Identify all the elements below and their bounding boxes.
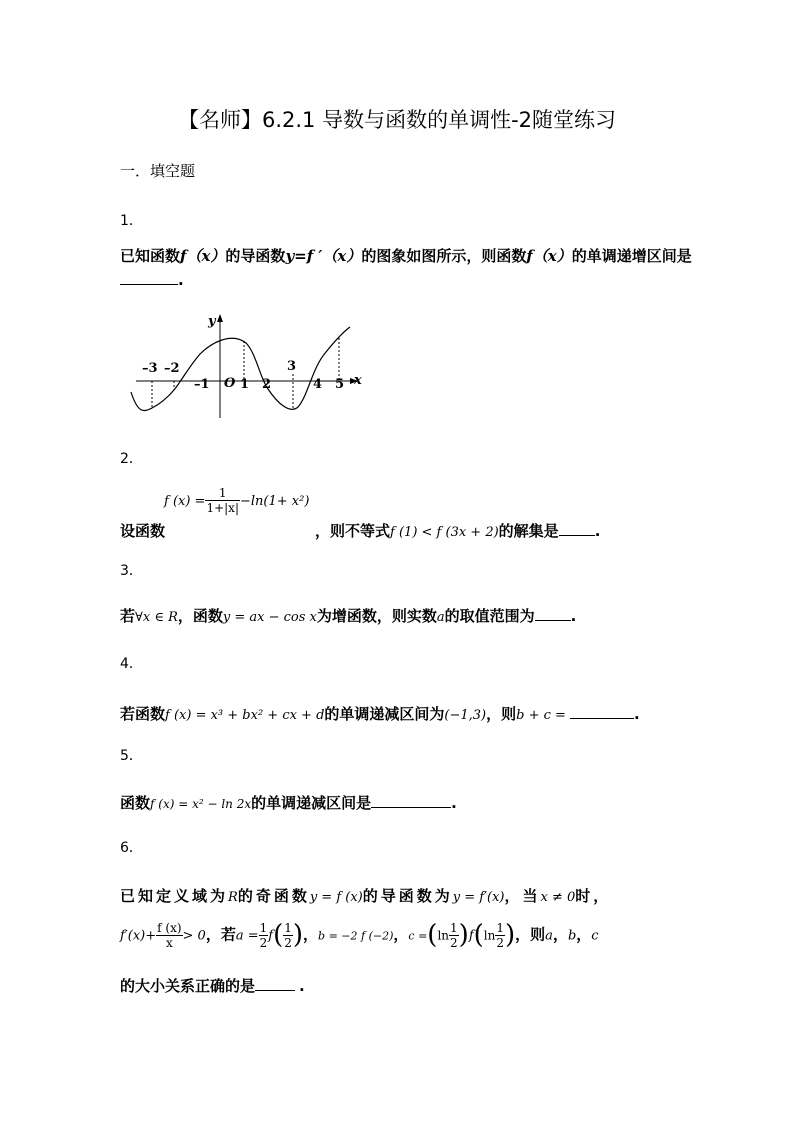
paren-right-icon: ) [505, 920, 516, 950]
x-axis-label: x [354, 373, 362, 388]
fraction-numerator: 1 [284, 920, 292, 935]
fraction-numerator: 1 [496, 920, 504, 935]
answer-blank[interactable] [535, 606, 571, 621]
q6-half-fraction [259, 921, 269, 950]
fraction-denominator: x [156, 935, 182, 950]
q6-line3 [120, 975, 305, 996]
q6-text-part: 时， [575, 887, 612, 905]
tick-label: –1 [194, 377, 210, 392]
q6-a-arg-fraction [283, 921, 293, 950]
q1-fpx: （x） [322, 247, 362, 265]
q2-inequality: f (1) < f (3x + 2) [390, 525, 499, 540]
q6-dot: . [299, 977, 305, 995]
q6-number: 6． [120, 840, 143, 856]
q4-function: f (x) = x³ + bx² + cx + d [165, 708, 325, 723]
tick-label: –2 [164, 361, 180, 376]
q1-eq: = [294, 247, 307, 265]
q6-text-part: ，则 [515, 925, 546, 944]
tick-label: 3 [287, 359, 297, 374]
q1-text-part: 的单调递增区间是 [571, 247, 692, 265]
q2-text-part: 的解集是 [498, 522, 559, 540]
q5-text [120, 792, 457, 813]
q3-text-part: ，函数 [177, 607, 223, 625]
q1-number: 1． [120, 213, 143, 229]
q6-condition: x ≠ 0 [540, 890, 576, 905]
q6-derivative: y = f′(x) [452, 890, 505, 905]
q1-fprime: f ′ [306, 247, 323, 265]
paren-left-icon: ( [473, 920, 484, 950]
origin-label: O [224, 376, 236, 391]
q4-text-part: 若函数 [120, 705, 166, 723]
q6-text-part: 的导函数为 [362, 887, 453, 905]
q1-answer [120, 270, 184, 289]
q6-ineq-fraction [156, 921, 182, 950]
paren-left-icon: ( [273, 920, 284, 950]
q4-number: 4． [120, 656, 143, 672]
q1-y: y [285, 247, 295, 265]
answer-blank[interactable] [120, 270, 178, 285]
answer-blank[interactable] [570, 704, 634, 719]
q1-dot: . [178, 271, 184, 289]
q6-c-lhs: c = [408, 929, 428, 943]
answer-blank[interactable] [255, 976, 295, 991]
q6-text-part: 已知定义域为 [120, 887, 229, 905]
q5-dot: . [451, 794, 457, 812]
q2-formula [120, 486, 309, 515]
q2-text [120, 520, 600, 541]
q2-fraction [205, 486, 240, 515]
tick-label: 1 [240, 377, 250, 392]
q5-number: 5． [120, 748, 143, 764]
q6-c-fraction [449, 921, 459, 950]
tick-label: –3 [142, 361, 158, 376]
q2-number: 2． [120, 451, 143, 467]
q3-text-part: 若 [120, 607, 136, 625]
fraction-numerator: 1 [259, 920, 268, 935]
tick-label: 4 [313, 377, 323, 392]
q3-forall: ∀x ∈ R [135, 610, 178, 625]
q6-b-def: b = −2 f (−2) [318, 929, 394, 943]
q4-text-part: 的单调递减区间为 [324, 705, 445, 723]
tick-label: 5 [335, 377, 345, 392]
fraction-denominator: 1+|x| [206, 501, 239, 515]
q2-text-part: 设函数 [120, 522, 166, 540]
q3-text-part: 为增函数，则实数 [316, 607, 437, 625]
q6-var-a: a [545, 928, 553, 944]
q6-c-fraction2 [495, 921, 505, 950]
q5-text-part: 的单调递减区间是 [251, 794, 372, 812]
q3-number: 3． [120, 563, 143, 579]
q6-sep: ， [552, 925, 568, 944]
q5-text-part: 函数 [120, 794, 151, 812]
q1-f: f [180, 247, 187, 265]
fraction-denominator: 2 [450, 935, 458, 950]
q3-a: a [436, 610, 445, 625]
q4-text-part: ，则 [486, 705, 517, 723]
q6-line1 [120, 885, 611, 906]
tick-label: 2 [262, 377, 272, 392]
q1-f: f [526, 247, 533, 265]
paren-right-icon: ) [292, 920, 304, 950]
section-heading: 一．填空题 [120, 162, 196, 180]
q6-c-f: f [468, 928, 474, 944]
y-axis-label: y [208, 314, 216, 329]
q2-f-lhs: f (x) = [164, 494, 206, 509]
q2-dot: . [594, 522, 601, 540]
q1-text-part: 的导函数 [225, 247, 286, 265]
q1-fx: （x） [186, 247, 226, 265]
answer-blank[interactable] [371, 793, 451, 808]
fraction-numerator: f (x) [157, 920, 182, 935]
q6-text-part: ，当 [504, 887, 541, 905]
q3-text-part: 的取值范围为 [444, 607, 535, 625]
q2-log-term: −ln(1+ x²) [240, 494, 310, 509]
q6-text-part: 的奇函数 [237, 887, 310, 905]
q1-text-part: 的图象如图所示，则函数 [361, 247, 527, 265]
q6-sep: ， [576, 925, 592, 944]
q1-text [120, 245, 692, 266]
q3-function: y = ax − cos x [222, 610, 317, 625]
q4-dot: . [633, 705, 640, 723]
q6-ineq-rhs: > 0 [182, 928, 206, 944]
derivative-graph [128, 308, 364, 420]
answer-blank[interactable] [559, 521, 595, 536]
q6-c-ln2: ln [483, 928, 496, 943]
q1-fx: （x） [532, 247, 572, 265]
q6-a-lhs: a = [235, 928, 259, 944]
q6-var-c: c [591, 928, 599, 944]
q6-R: R [228, 890, 238, 905]
q3-text [120, 605, 576, 626]
q4-text [120, 703, 640, 724]
q6-comma: ， [303, 925, 319, 944]
q6-line2 [120, 920, 599, 950]
paren-left-icon: ( [427, 920, 438, 950]
q4-expr: b + c = [516, 708, 566, 723]
fraction-denominator: 2 [496, 935, 504, 950]
fraction-denominator: 2 [259, 935, 268, 950]
q6-text-part: 的大小关系正确的是 [120, 977, 256, 995]
q2-text-part: ，则不等式 [315, 522, 391, 540]
q6-c-ln: ln [437, 928, 450, 943]
fraction-numerator: 1 [218, 486, 227, 500]
q6-text-part: ，若 [205, 925, 236, 944]
y-axis-arrow [217, 314, 223, 322]
page-title: 【名师】6.2.1 导数与函数的单调性-2随堂练习 [177, 108, 617, 132]
q6-comma: ， [393, 925, 409, 944]
q6-ineq-lhs: f′(x)+ [120, 928, 157, 944]
q5-function: f (x) = x² − ln 2x [150, 797, 252, 811]
q6-var-b: b [567, 928, 577, 944]
paren-right-icon: ) [458, 920, 469, 950]
q3-dot: . [570, 607, 577, 625]
q1-text-part: 已知函数 [120, 247, 181, 265]
fraction-numerator: 1 [450, 920, 458, 935]
q6-a-f: f [268, 928, 274, 944]
q6-function: y = f (x) [309, 890, 363, 905]
q4-interval: (−1,3) [444, 708, 487, 723]
fraction-denominator: 2 [284, 935, 292, 950]
